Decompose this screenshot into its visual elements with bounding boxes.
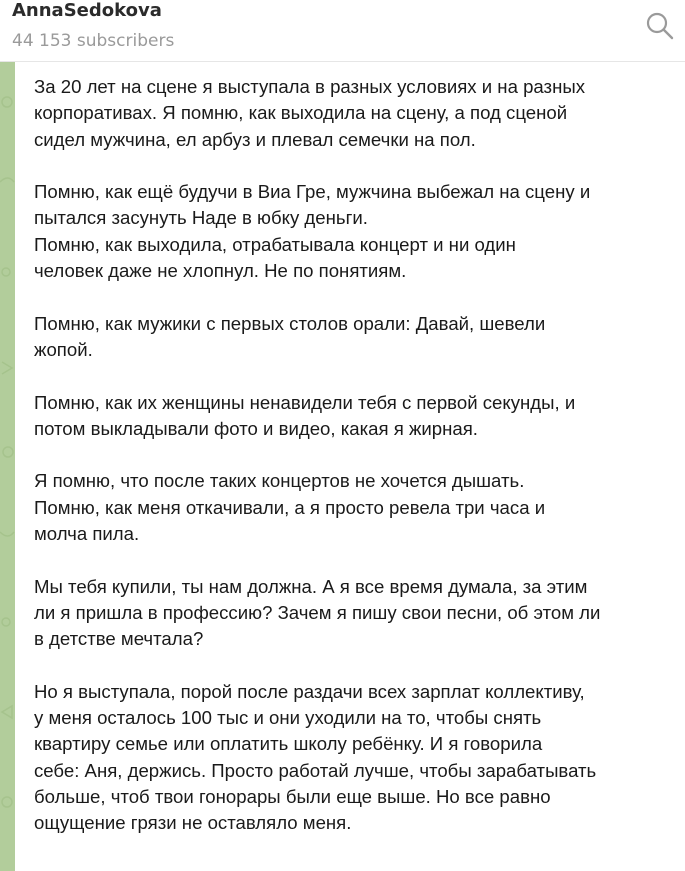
post-line: у меня осталось 100 тыс и они уходили на то, чтобы снять — [34, 707, 542, 729]
chat-header[interactable] — [0, 0, 685, 62]
post-line: жопой. — [34, 338, 93, 360]
post-paragraph — [34, 311, 675, 364]
post-line: Мы тебя купили, ты нам должна. А я все время думала, за этим — [34, 575, 588, 597]
channel-post — [15, 62, 685, 871]
post-line: Помню, как ещё будучи в Виа Гре, мужчина выбежал на сцену и — [34, 181, 591, 203]
subscriber-count: 44 153 subscribers — [12, 31, 175, 51]
post-line: ощущение грязи не оставляло меня. — [34, 812, 352, 834]
post-paragraph — [34, 679, 675, 837]
post-paragraph — [34, 574, 675, 653]
post-line: потом выкладывали фото и видео, какая я жирная. — [34, 417, 478, 439]
post-text — [34, 74, 675, 837]
post-line: себе: Аня, держись. Просто работай лучше, чтобы зарабатывать — [34, 759, 597, 781]
post-paragraph — [34, 468, 675, 547]
post-line: Помню, как меня откачивали, а я просто ревела три часа и — [34, 496, 546, 518]
post-line: квартиру семье или оплатить школу ребёнку. И я говорила — [34, 733, 543, 755]
post-paragraph — [34, 179, 675, 284]
channel-name[interactable]: AnnaSedokova — [12, 0, 162, 21]
post-line: больше, чтоб твои гонорары были еще выше. Но все равно — [34, 786, 551, 808]
post-line: Помню, как их женщины ненавидели тебя с первой секунды, и — [34, 391, 576, 413]
post-paragraph — [34, 390, 675, 443]
post-line: молча пила. — [34, 523, 140, 545]
search-icon[interactable] — [644, 10, 676, 42]
post-line: корпоративах. Я помню, как выходила на сцену, а под сценой — [34, 102, 568, 124]
post-line: Я помню, что после таких концертов не хочется дышать. — [34, 470, 525, 492]
post-line: Но я выступала, порой после раздачи всех зарплат коллективу, — [34, 680, 585, 702]
post-line: в детстве мечтала? — [34, 628, 204, 650]
post-line: человек даже не хлопнул. Не по понятиям. — [34, 260, 407, 282]
post-paragraph — [34, 74, 675, 153]
post-line: За 20 лет на сцене я выступала в разных условиях и на разных — [34, 76, 586, 97]
post-line: Помню, как выходила, отрабатывала концерт и ни один — [34, 233, 516, 255]
post-line: пытался засунуть Наде в юбку деньги. — [34, 207, 368, 229]
post-line: сидел мужчина, ел арбуз и плевал семечки на пол. — [34, 128, 476, 150]
post-line: Помню, как мужики с первых столов орали: Давай, шевели — [34, 312, 546, 334]
post-line: ли я пришла в профессию? Зачем я пишу свои песни, об этом ли — [34, 601, 601, 623]
